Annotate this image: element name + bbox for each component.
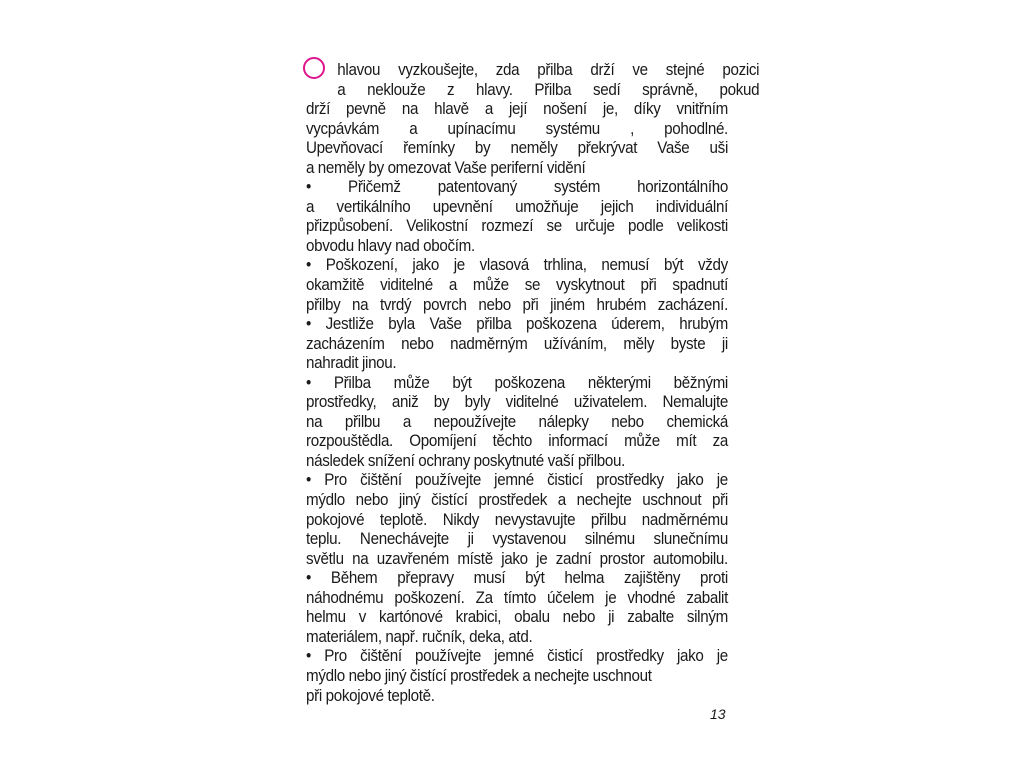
text-line: zacházením nebo nadměrným užíváním, měly byste ji bbox=[306, 334, 728, 353]
text-line: prostředky, aniž by byly viditelné uživatelem. Nemalujte bbox=[306, 393, 728, 412]
text-line: obvodu hlavy nad obočím. bbox=[306, 236, 475, 255]
text-line: náhodnému poškození. Za tímto účelem je vhodné zabalit bbox=[306, 588, 729, 607]
page-number: 13 bbox=[710, 706, 726, 722]
text-line: • Poškození, jako je vlasová trhlina, nemusí být vždy bbox=[306, 256, 728, 275]
text-line: nahradit jinou. bbox=[306, 354, 397, 373]
text-line: a neměly by omezovat Vaše periferní vidění bbox=[306, 158, 586, 177]
text-line: při pokojové teplotě. bbox=[306, 686, 435, 705]
text-line: helmu v kartónové krabici, obalu nebo ji zabalte silným bbox=[306, 608, 728, 627]
text-line: a vertikálního upevnění umožňuje jejich individuální bbox=[306, 197, 728, 216]
text-line: rozpouštědla. Opomíjení těchto informací může mít za bbox=[306, 432, 728, 451]
text-line: mýdlo nebo jiný čistící prostředek a nechejte uschnout při bbox=[306, 491, 728, 510]
text-line: následek snížení ochrany poskytnuté vaší přilbou. bbox=[306, 451, 626, 470]
text-line: Upevňovací řemínky by neměly překrývat Vaše uši bbox=[306, 139, 728, 158]
text-line: hlavou vyzkoušejte, zda přilba drží ve stejné pozici bbox=[337, 61, 760, 79]
body-text bbox=[306, 61, 760, 706]
text-line: vycpávkám a upínacímu systému , pohodlné. bbox=[306, 119, 728, 138]
text-line: • Pro čištění používejte jemné čisticí prostředky jako je bbox=[306, 647, 728, 666]
text-line: drží pevně na hlavě a její nošení je, díky vnitřním bbox=[306, 100, 728, 119]
text-line: • Během přepravy musí být helma zajištěny proti bbox=[306, 569, 728, 588]
text-line: • Přilba může být poškozena některými běžnými bbox=[306, 373, 728, 392]
text-line: přizpůsobení. Velikostní rozmezí se určuje podle velikosti bbox=[306, 217, 728, 236]
text-line: přilby na tvrdý povrch nebo při jiném hrubém zacházení. bbox=[306, 295, 728, 314]
text-line: materiálem, např. ručník, deka, atd. bbox=[306, 627, 533, 646]
text-line: • Jestliže byla Vaše přilba poškozena úderem, hrubým bbox=[306, 315, 728, 334]
text-line: teplu. Nenechávejte ji vystavenou silnému slunečnímu bbox=[306, 530, 728, 549]
text-line: a neklouže z hlavy. Přilba sedí správně, pokud bbox=[337, 80, 760, 99]
text-line: • Přičemž patentovaný systém horizontálního bbox=[306, 178, 728, 197]
text-line: pokojové teplotě. Nikdy nevystavujte přilbu nadměrnému bbox=[306, 510, 729, 529]
text-line: okamžitě viditelné a může se vyskytnout při spadnutí bbox=[306, 276, 729, 295]
text-line: na přilbu a nepoužívejte nálepky nebo chemická bbox=[306, 412, 729, 431]
text-line: mýdlo nebo jiný čistící prostředek a nechejte uschnout bbox=[306, 666, 652, 685]
text-line: světlu na uzavřeném místě jako je zadní prostor automobilu. bbox=[306, 549, 728, 568]
text-line: • Pro čištění používejte jemné čisticí prostředky jako je bbox=[306, 471, 728, 490]
